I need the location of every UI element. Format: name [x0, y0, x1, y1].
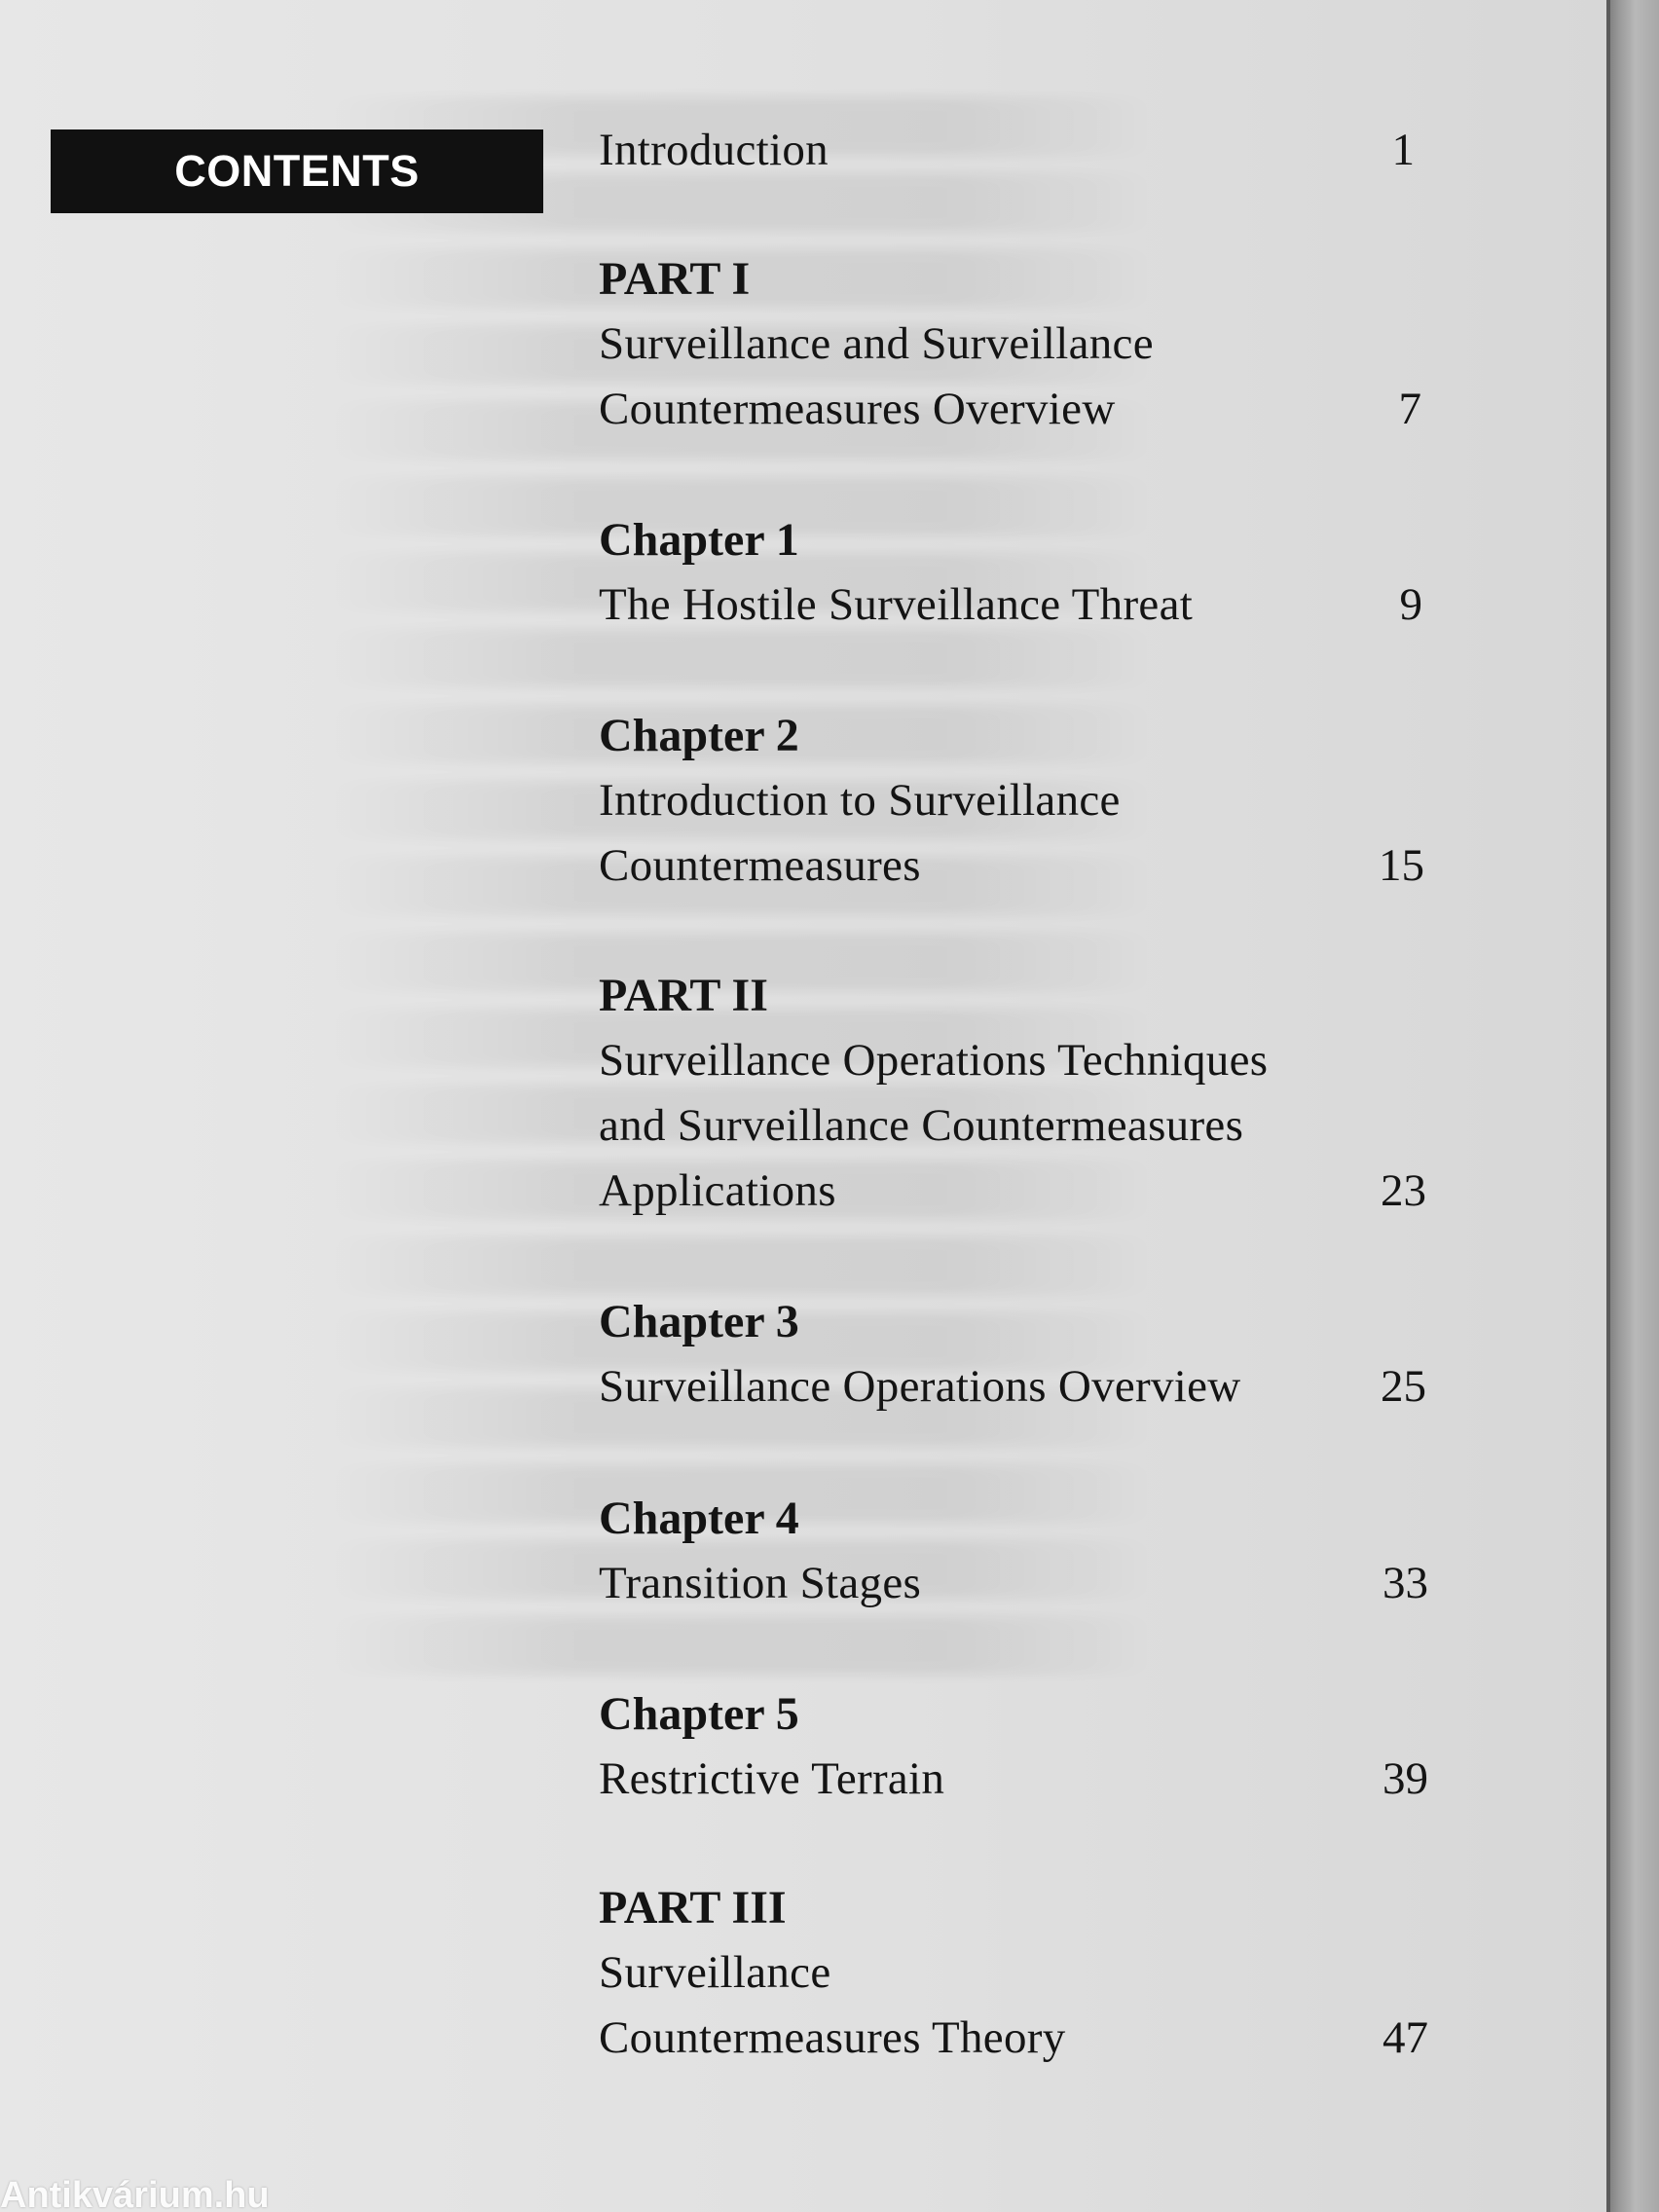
title-line: Countermeasures Overview [599, 384, 1116, 434]
title-line: Surveillance and Surveillance [599, 318, 1154, 369]
contents-label: CONTENTS [51, 129, 543, 213]
toc-entry-title [599, 118, 1436, 183]
toc-entry-heading: Chapter 4 [599, 1493, 799, 1544]
toc-entry-heading: Chapter 5 [599, 1688, 799, 1740]
toc-entry-chapter-3 [599, 1290, 1436, 1419]
page-number: 25 [1381, 1361, 1426, 1412]
title-line: Surveillance [599, 1947, 831, 1998]
page-number: 39 [1382, 1753, 1428, 1804]
toc-entry-heading: PART III [599, 1882, 787, 1934]
toc-entry-title [599, 1354, 1436, 1419]
toc-entry-title [599, 1940, 1436, 2071]
title-line: Countermeasures [599, 840, 921, 891]
toc-entry-title [599, 572, 1436, 638]
toc-entry-chapter-2 [599, 704, 1436, 899]
toc-entry-chapter-5 [599, 1682, 1436, 1812]
toc-entry-part-2 [599, 964, 1436, 1224]
page-number: 1 [1391, 125, 1415, 175]
page-number: 23 [1381, 1165, 1426, 1216]
toc-entry-title [599, 1747, 1436, 1812]
toc-entry-heading: Chapter 3 [599, 1296, 799, 1347]
toc-entry-part-1 [599, 247, 1436, 442]
page-number: 47 [1382, 2012, 1428, 2063]
page-number: 9 [1399, 579, 1422, 630]
book-spine-edge [1606, 0, 1659, 2212]
toc-entry-heading: PART I [599, 253, 751, 305]
title-line: Surveillance Operations Techniques [599, 1035, 1269, 1086]
toc-entry-title [599, 768, 1436, 899]
title-line: The Hostile Surveillance Threat [599, 579, 1194, 630]
title-line: Applications [599, 1165, 836, 1216]
title-line: Surveillance Operations Overview [599, 1361, 1241, 1412]
title-line: Transition Stages [599, 1558, 922, 1608]
page-number: 33 [1382, 1558, 1428, 1608]
toc-entry-chapter-4 [599, 1487, 1436, 1616]
toc-entry-heading: Chapter 1 [599, 514, 799, 566]
page-number: 7 [1398, 384, 1421, 434]
page-number: 15 [1379, 840, 1424, 891]
toc-entry-heading: PART II [599, 970, 768, 1021]
toc-entry-title [599, 312, 1436, 442]
toc-entry-introduction [599, 118, 1436, 183]
title-line: Introduction to Surveillance [599, 775, 1121, 826]
title-line: and Surveillance Countermeasures [599, 1100, 1244, 1151]
title-line: Restrictive Terrain [599, 1753, 945, 1804]
toc-entry-title [599, 1551, 1436, 1616]
title-line: Countermeasures Theory [599, 2012, 1066, 2063]
toc-entry-title [599, 1028, 1436, 1224]
toc-entry-heading: Chapter 2 [599, 710, 799, 761]
watermark: Antikvárium.hu [0, 2179, 270, 2212]
toc-entry-chapter-1 [599, 508, 1436, 638]
title-line: Introduction [599, 125, 829, 175]
toc-entry-part-3 [599, 1876, 1436, 2071]
